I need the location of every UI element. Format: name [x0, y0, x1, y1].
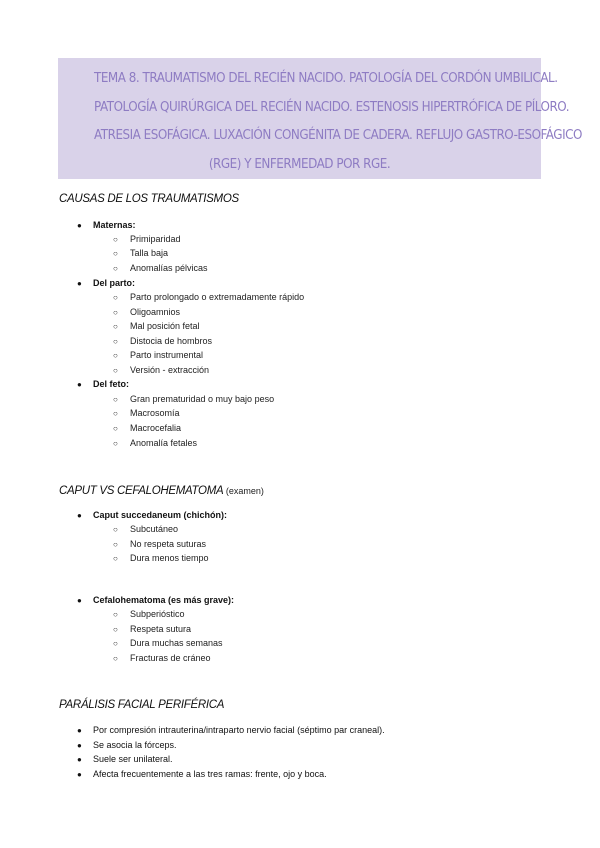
list-item-caput	[77, 510, 227, 521]
list-item	[77, 754, 173, 765]
sub-item-text: Subperióstico	[130, 609, 185, 619]
group-label: Del parto:	[93, 278, 136, 288]
sub-item	[113, 394, 274, 405]
section-heading-causas: CAUSAS DE LOS TRAUMATISMOS	[59, 193, 239, 205]
sub-item	[113, 524, 178, 535]
bullet-icon: ●	[77, 755, 82, 764]
title-line: (RGE) Y ENFERMEDAD POR RGE.	[208, 155, 391, 172]
heading-note: (examen)	[225, 486, 264, 496]
list-item-text: Por compresión intrauterina/intraparto nervio facial (séptimo par craneal).	[93, 725, 385, 735]
list-item-maternas	[77, 220, 136, 231]
circle-bullet-icon: ○	[113, 554, 118, 563]
circle-bullet-icon: ○	[113, 395, 118, 404]
sub-item-text: Respeta sutura	[130, 624, 192, 634]
bullet-icon: ●	[77, 741, 82, 750]
sub-item-text: Mal posición fetal	[130, 321, 200, 331]
sub-item-text: Fracturas de cráneo	[130, 653, 211, 663]
list-item-del-parto	[77, 278, 135, 289]
list-item-del-feto	[77, 379, 129, 390]
list-item-text: Se asocia la fórceps.	[93, 740, 177, 750]
sub-item	[113, 350, 203, 361]
sub-item-text: Dura menos tiempo	[130, 553, 209, 563]
sub-item	[113, 438, 197, 449]
sub-item	[113, 234, 181, 245]
bullet-icon: ●	[77, 279, 82, 288]
sub-item-text: Gran prematuridad o muy bajo peso	[130, 394, 275, 404]
group-label: Caput succedaneum (chichón):	[93, 510, 228, 520]
title-banner	[58, 58, 582, 179]
sub-item	[113, 365, 209, 376]
sub-item	[113, 539, 206, 550]
sub-item	[113, 653, 211, 664]
list-item-cefalohematoma	[77, 595, 234, 606]
sub-item-text: Anomalía fetales	[130, 438, 198, 448]
circle-bullet-icon: ○	[113, 424, 118, 433]
section-heading-paralisis: PARÁLISIS FACIAL PERIFÉRICA	[59, 699, 225, 711]
circle-bullet-icon: ○	[113, 610, 118, 619]
circle-bullet-icon: ○	[113, 439, 118, 448]
title-line: TEMA 8. TRAUMATISMO DEL RECIÉN NACIDO. PATOLOGÍA DEL CORDÓN UMBILICAL.	[94, 70, 558, 86]
circle-bullet-icon: ○	[113, 409, 118, 418]
group-label: Del feto:	[93, 379, 129, 389]
list-item	[77, 769, 327, 780]
list-item	[77, 725, 385, 736]
circle-bullet-icon: ○	[113, 525, 118, 534]
sub-item-text: Primiparidad	[130, 234, 181, 244]
circle-bullet-icon: ○	[113, 235, 118, 244]
title-line: ATRESIA ESOFÁGICA. LUXACIÓN CONGÉNITA DE CADERA. REFLUJO GASTRO-ESOFÁGICO	[94, 127, 582, 143]
sub-item-text: Parto prolongado o extremadamente rápido	[130, 292, 305, 302]
sub-item	[113, 248, 168, 259]
sub-item-text: Subcutáneo	[130, 524, 179, 534]
sub-item	[113, 336, 212, 347]
circle-bullet-icon: ○	[113, 264, 118, 273]
bullet-icon: ●	[77, 726, 82, 735]
circle-bullet-icon: ○	[113, 249, 118, 258]
bullet-icon: ●	[77, 221, 82, 230]
circle-bullet-icon: ○	[113, 351, 118, 360]
sub-item-text: Macrocefalia	[130, 423, 182, 433]
sub-item-text: Anomalías pélvicas	[130, 263, 208, 273]
bullet-icon: ●	[77, 596, 82, 605]
title-line: PATOLOGÍA QUIRÚRGICA DEL RECIÉN NACIDO. ESTENOSIS HIPERTRÓFICA DE PÍLORO.	[94, 98, 570, 115]
list-item-text: Afecta frecuentemente a las tres ramas: frente, ojo y boca.	[93, 769, 327, 779]
list-item	[77, 740, 177, 751]
circle-bullet-icon: ○	[113, 308, 118, 317]
circle-bullet-icon: ○	[113, 625, 118, 634]
circle-bullet-icon: ○	[113, 337, 118, 346]
circle-bullet-icon: ○	[113, 366, 118, 375]
sub-item	[113, 321, 200, 332]
sub-item	[113, 423, 181, 434]
circle-bullet-icon: ○	[113, 540, 118, 549]
group-label: Cefalohematoma (es más grave):	[93, 595, 235, 605]
bullet-icon: ●	[77, 770, 82, 779]
list-item-text: Suele ser unilateral.	[93, 754, 173, 764]
sub-item-text: Distocia de hombros	[130, 336, 213, 346]
sub-item-text: Versión - extracción	[130, 365, 210, 375]
sub-item	[113, 624, 191, 635]
sub-item	[113, 638, 223, 649]
section-heading-caput	[59, 485, 264, 497]
heading-text: CAPUT VS CEFALOHEMATOMA	[59, 485, 223, 497]
sub-item-text: Oligoamnios	[130, 307, 181, 317]
sub-item-text: No respeta suturas	[130, 539, 207, 549]
sub-item	[113, 263, 208, 274]
circle-bullet-icon: ○	[113, 639, 118, 648]
sub-item	[113, 408, 180, 419]
sub-item-text: Macrosomía	[130, 408, 180, 418]
sub-item-text: Parto instrumental	[130, 350, 204, 360]
sub-item	[113, 609, 185, 620]
sub-item	[113, 292, 304, 303]
circle-bullet-icon: ○	[113, 654, 118, 663]
sub-item	[113, 307, 180, 318]
sub-item	[113, 553, 209, 564]
group-label: Maternas:	[93, 220, 136, 230]
bullet-icon: ●	[77, 380, 82, 389]
sub-item-text: Talla baja	[130, 248, 169, 258]
circle-bullet-icon: ○	[113, 322, 118, 331]
sub-item-text: Dura muchas semanas	[130, 638, 223, 648]
bullet-icon: ●	[77, 511, 82, 520]
circle-bullet-icon: ○	[113, 293, 118, 302]
